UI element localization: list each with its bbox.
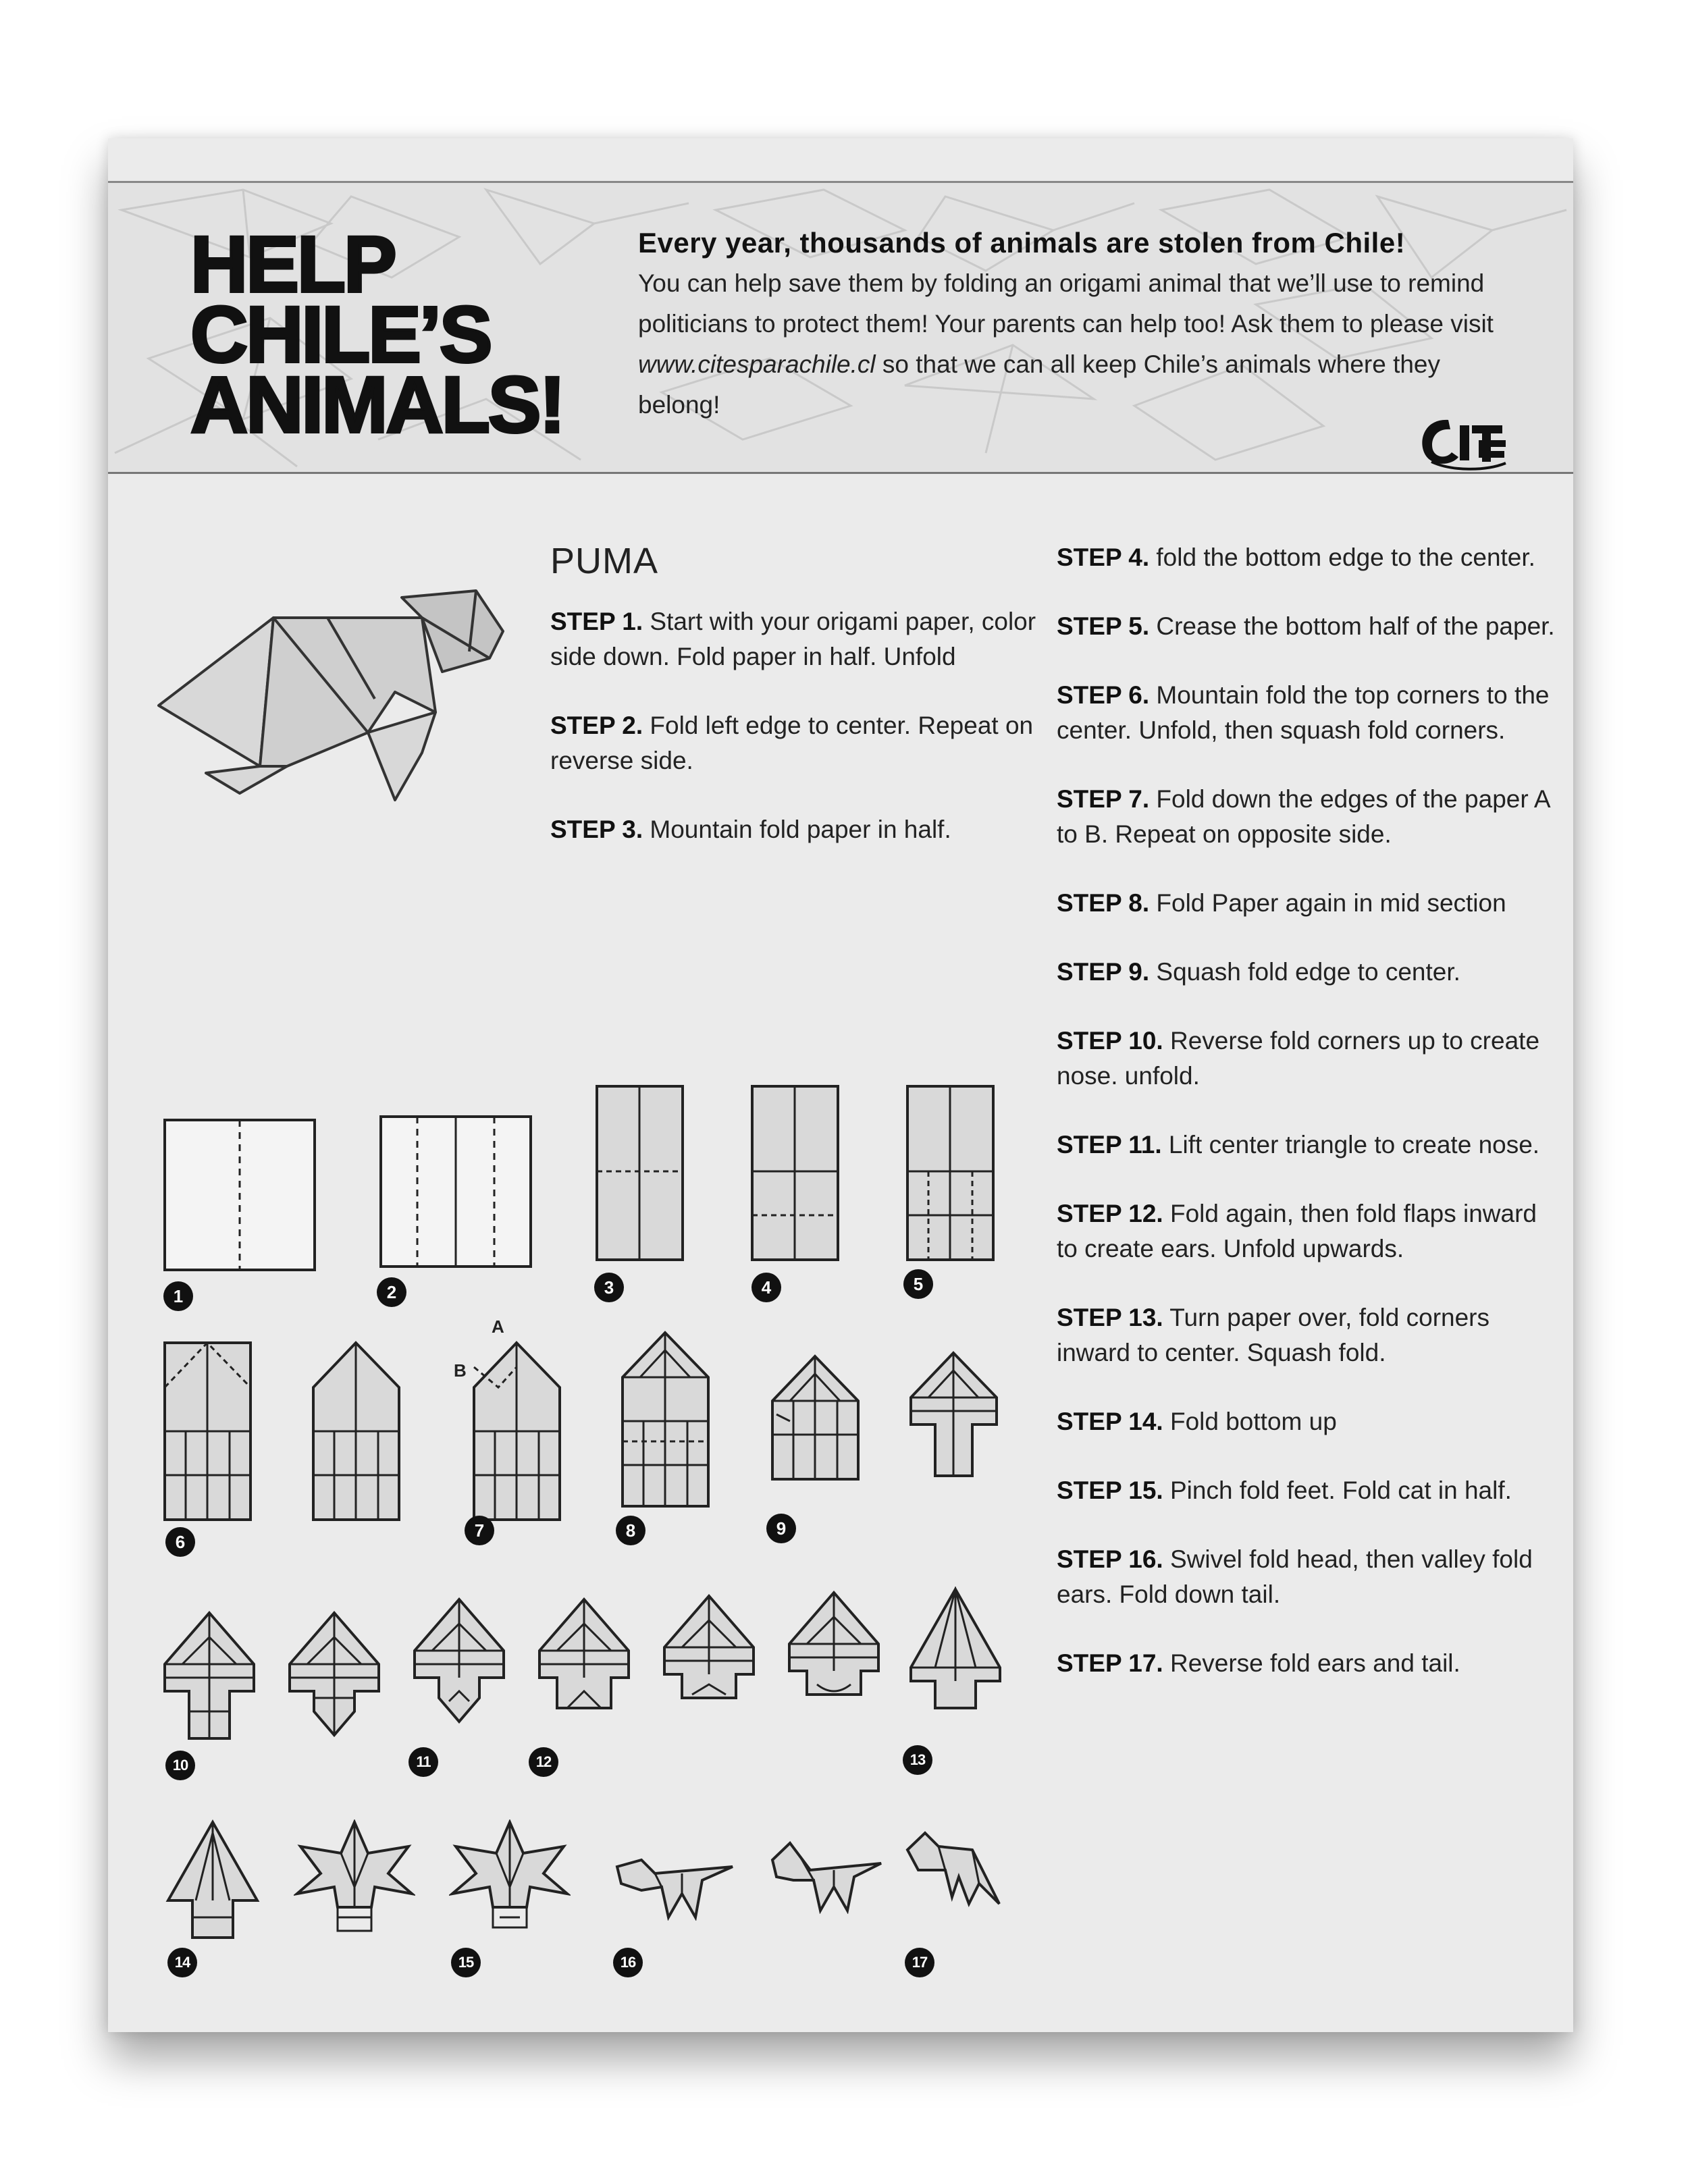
diagram-step-9b [908,1350,999,1479]
step-number-12: 12 [529,1747,558,1777]
step-number-14: 14 [167,1948,197,1977]
cites-logo-icon [1411,413,1512,474]
diagram-step-17 [905,1830,1006,1911]
diagram-step-10 [162,1610,257,1742]
title-line-3: ANIMALS! [190,361,564,450]
steps-column-left [550,604,1036,881]
step-number-8: 8 [616,1516,645,1545]
label-a: A [492,1316,504,1337]
step-number-11: 11 [408,1747,438,1777]
step-number-15: 15 [451,1948,481,1977]
step-17: STEP 17. Reverse fold ears and tail. [1057,1649,1460,1677]
intro-text [638,223,1502,425]
intro-lead: Every year, thousands of animals are stolen from Chile! [638,227,1406,259]
diagram-step-14 [165,1819,260,1941]
step-number-13: 13 [903,1745,932,1775]
step-number-17: 17 [905,1948,934,1977]
title-line-2: CHILE’S [190,290,491,379]
step-10: STEP 10. Reverse fold corners up to create nose. unfold. [1057,1027,1540,1090]
step-number-2: 2 [377,1277,406,1307]
step-7: STEP 7. Fold down the edges of the paper A to B. Repeat on opposite side. [1057,785,1550,848]
step-number-9: 9 [766,1514,796,1543]
header-title [190,220,609,450]
diagram-step-9 [770,1354,861,1482]
step-6: STEP 6. Mountain fold the top corners to the center. Unfold, then squash fold corners. [1057,681,1550,744]
step-number-4: 4 [751,1273,781,1302]
step-number-5: 5 [903,1269,933,1299]
diagram-step-7 [471,1340,562,1522]
step-12: STEP 12. Fold again, then fold flaps inward to create ears. Unfold upwards. [1057,1200,1537,1262]
steps-column-right [1057,540,1556,1715]
puma-illustration [152,577,510,807]
step-5: STEP 5. Crease the bottom half of the paper. [1057,612,1555,640]
diagram-step-12 [537,1597,631,1711]
step-11: STEP 11. Lift center triangle to create nose. [1057,1131,1540,1158]
step-13: STEP 13. Turn paper over, fold corners inward to center. Squash fold. [1057,1304,1489,1366]
diagram-step-2 [378,1114,533,1269]
step-3: STEP 3. Mountain fold paper in half. [550,816,951,843]
diagram-step-16 [614,1853,736,1921]
step-15: STEP 15. Pinch fold feet. Fold cat in half. [1057,1476,1512,1504]
step-1: STEP 1. Start with your origami paper, color side down. Fold paper in half. Unfold [550,608,1036,670]
step-number-16: 16 [613,1948,643,1977]
diagram-step-6b [311,1340,402,1522]
label-b: B [454,1360,467,1381]
animal-title: PUMA [550,541,659,581]
diagram-step-4 [749,1084,841,1262]
step-number-1: 1 [163,1281,193,1311]
diagram-step-1 [162,1117,317,1273]
intro-body-end: so that we can all keep Chile’s animals where they belong! [638,350,1441,419]
intro-body-start: You can help save them by folding an origami animal that we’ll use to remind politicians to protect them! Your parents can help too! Ask them to please visit [638,269,1494,338]
diagram-step-6 [162,1340,253,1522]
step-number-3: 3 [594,1273,624,1302]
diagram-step-16b [770,1840,885,1914]
diagram-step-5 [905,1084,996,1262]
step-14: STEP 14. Fold bottom up [1057,1408,1337,1435]
diagram-step-12c [787,1590,881,1705]
step-8: STEP 8. Fold Paper again in mid section [1057,889,1506,917]
step-2: STEP 2. Fold left edge to center. Repeat on reverse side. [550,712,1034,774]
step-4: STEP 4. fold the bottom edge to the center. [1057,543,1535,571]
diagram-step-3 [594,1084,685,1262]
step-9: STEP 9. Squash fold edge to center. [1057,958,1460,986]
diagram-step-10b [287,1610,381,1738]
website-link[interactable]: www.citesparachile.cl [638,350,876,378]
diagram-step-14b [294,1819,415,1934]
intro-body [638,263,1502,425]
diagram-step-11 [412,1597,506,1725]
step-number-10: 10 [165,1751,195,1780]
title-line-1: HELP [190,220,395,309]
step-number-6: 6 [165,1527,195,1557]
diagram-step-15 [449,1819,571,1934]
diagram-step-8 [620,1330,711,1509]
step-16: STEP 16. Swivel fold head, then valley fold ears. Fold down tail. [1057,1545,1533,1608]
step-number-7: 7 [465,1516,494,1545]
diagram-step-13 [908,1587,1003,1711]
diagram-step-12b [662,1593,756,1708]
